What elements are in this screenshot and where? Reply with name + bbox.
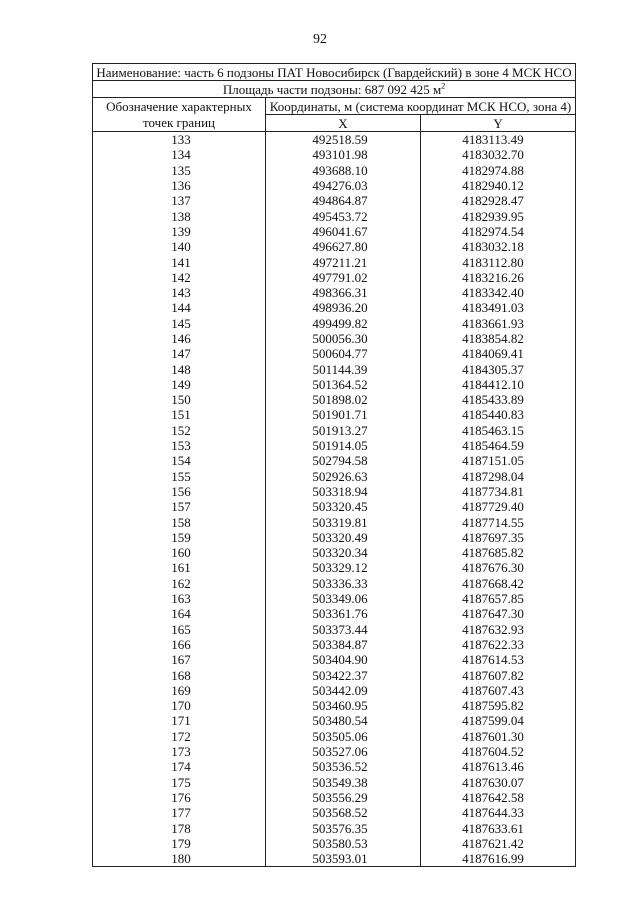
y-coordinate: 4187607.43 bbox=[421, 683, 576, 698]
point-number: 154 bbox=[93, 453, 266, 468]
table-row bbox=[93, 285, 576, 300]
table-row bbox=[93, 606, 576, 621]
col-point-header: Обозначение характерных точек границ bbox=[93, 98, 266, 132]
x-coordinate: 493101.98 bbox=[266, 147, 421, 162]
area-text: Площадь части подзоны: 687 092 425 м bbox=[222, 81, 442, 97]
table-row bbox=[93, 361, 576, 376]
area-label bbox=[93, 81, 576, 98]
point-number: 163 bbox=[93, 591, 266, 606]
y-coordinate: 4183112.80 bbox=[421, 254, 576, 269]
x-coordinate: 503384.87 bbox=[266, 637, 421, 652]
y-coordinate: 4187298.04 bbox=[421, 469, 576, 484]
y-coordinate: 4187616.99 bbox=[421, 851, 576, 867]
point-number: 142 bbox=[93, 270, 266, 285]
table-row bbox=[93, 576, 576, 591]
table-row bbox=[93, 774, 576, 789]
y-coordinate: 4183032.70 bbox=[421, 147, 576, 162]
x-coordinate: 501144.39 bbox=[266, 361, 421, 376]
x-coordinate: 503536.52 bbox=[266, 759, 421, 774]
x-coordinate: 503320.34 bbox=[266, 545, 421, 560]
y-coordinate: 4187630.07 bbox=[421, 774, 576, 789]
x-coordinate: 501914.05 bbox=[266, 438, 421, 453]
point-number: 139 bbox=[93, 224, 266, 239]
x-coordinate: 503556.29 bbox=[266, 790, 421, 805]
x-coordinate: 503373.44 bbox=[266, 622, 421, 637]
point-number: 155 bbox=[93, 469, 266, 484]
table-row bbox=[93, 545, 576, 560]
table-row bbox=[93, 683, 576, 698]
x-coordinate: 502926.63 bbox=[266, 469, 421, 484]
point-number: 172 bbox=[93, 729, 266, 744]
x-coordinate: 501901.71 bbox=[266, 407, 421, 422]
x-coordinate: 496041.67 bbox=[266, 224, 421, 239]
point-number: 149 bbox=[93, 377, 266, 392]
x-coordinate: 502794.58 bbox=[266, 453, 421, 468]
x-coordinate: 503361.76 bbox=[266, 606, 421, 621]
point-number: 148 bbox=[93, 361, 266, 376]
table-row bbox=[93, 300, 576, 315]
x-coordinate: 503349.06 bbox=[266, 591, 421, 606]
y-coordinate: 4183216.26 bbox=[421, 270, 576, 285]
point-number: 150 bbox=[93, 392, 266, 407]
table-row bbox=[93, 193, 576, 208]
table-row bbox=[93, 530, 576, 545]
point-number: 143 bbox=[93, 285, 266, 300]
point-number: 175 bbox=[93, 774, 266, 789]
point-number: 165 bbox=[93, 622, 266, 637]
table-row bbox=[93, 622, 576, 637]
table-row bbox=[93, 591, 576, 606]
x-coordinate: 503580.53 bbox=[266, 836, 421, 851]
x-coordinate: 492518.59 bbox=[266, 132, 421, 148]
y-coordinate: 4187714.55 bbox=[421, 514, 576, 529]
x-coordinate: 497791.02 bbox=[266, 270, 421, 285]
point-number: 157 bbox=[93, 499, 266, 514]
table-row bbox=[93, 316, 576, 331]
point-number: 140 bbox=[93, 239, 266, 254]
table-row bbox=[93, 377, 576, 392]
table-row bbox=[93, 132, 576, 148]
col-y-header: Y bbox=[421, 115, 576, 132]
y-coordinate: 4187632.93 bbox=[421, 622, 576, 637]
table-row bbox=[93, 407, 576, 422]
y-coordinate: 4187657.85 bbox=[421, 591, 576, 606]
point-number: 178 bbox=[93, 820, 266, 835]
area-unit-sup: 2 bbox=[441, 81, 446, 91]
point-number: 161 bbox=[93, 560, 266, 575]
y-coordinate: 4183854.82 bbox=[421, 331, 576, 346]
x-coordinate: 501364.52 bbox=[266, 377, 421, 392]
table-title: Наименование: часть 6 подзоны ПАТ Новосибирск (Гвардейский) в зоне 4 МСК НСО bbox=[93, 64, 576, 81]
y-coordinate: 4185440.83 bbox=[421, 407, 576, 422]
point-number: 153 bbox=[93, 438, 266, 453]
table-row bbox=[93, 423, 576, 438]
table-row bbox=[93, 331, 576, 346]
x-coordinate: 503527.06 bbox=[266, 744, 421, 759]
point-number: 167 bbox=[93, 652, 266, 667]
table-row bbox=[93, 652, 576, 667]
x-coordinate: 499499.82 bbox=[266, 316, 421, 331]
x-coordinate: 500056.30 bbox=[266, 331, 421, 346]
y-coordinate: 4182974.54 bbox=[421, 224, 576, 239]
y-coordinate: 4187601.30 bbox=[421, 729, 576, 744]
x-coordinate: 503336.33 bbox=[266, 576, 421, 591]
y-coordinate: 4183032.18 bbox=[421, 239, 576, 254]
x-coordinate: 494864.87 bbox=[266, 193, 421, 208]
x-coordinate: 498936.20 bbox=[266, 300, 421, 315]
point-number: 170 bbox=[93, 698, 266, 713]
point-number: 145 bbox=[93, 316, 266, 331]
x-coordinate: 503329.12 bbox=[266, 560, 421, 575]
point-number: 173 bbox=[93, 744, 266, 759]
y-coordinate: 4184412.10 bbox=[421, 377, 576, 392]
x-coordinate: 503593.01 bbox=[266, 851, 421, 867]
table-row bbox=[93, 637, 576, 652]
point-number: 158 bbox=[93, 514, 266, 529]
x-coordinate: 494276.03 bbox=[266, 178, 421, 193]
y-coordinate: 4187734.81 bbox=[421, 484, 576, 499]
y-coordinate: 4182974.88 bbox=[421, 163, 576, 178]
y-coordinate: 4183491.03 bbox=[421, 300, 576, 315]
y-coordinate: 4187599.04 bbox=[421, 713, 576, 728]
point-number: 136 bbox=[93, 178, 266, 193]
page-number: 92 bbox=[313, 32, 327, 47]
table-row bbox=[93, 163, 576, 178]
x-coordinate: 503505.06 bbox=[266, 729, 421, 744]
x-coordinate: 503318.94 bbox=[266, 484, 421, 499]
table-row bbox=[93, 499, 576, 514]
y-coordinate: 4185464.59 bbox=[421, 438, 576, 453]
table-row bbox=[93, 208, 576, 223]
y-coordinate: 4187644.33 bbox=[421, 805, 576, 820]
point-number: 166 bbox=[93, 637, 266, 652]
y-coordinate: 4187613.46 bbox=[421, 759, 576, 774]
y-coordinate: 4187697.35 bbox=[421, 530, 576, 545]
table-row bbox=[93, 469, 576, 484]
table-row bbox=[93, 713, 576, 728]
x-coordinate: 503568.52 bbox=[266, 805, 421, 820]
y-coordinate: 4187622.33 bbox=[421, 637, 576, 652]
y-coordinate: 4182940.12 bbox=[421, 178, 576, 193]
table-row bbox=[93, 453, 576, 468]
point-number: 164 bbox=[93, 606, 266, 621]
table-row bbox=[93, 698, 576, 713]
table-row bbox=[93, 346, 576, 361]
x-coordinate: 503422.37 bbox=[266, 667, 421, 682]
y-coordinate: 4183342.40 bbox=[421, 285, 576, 300]
point-number: 144 bbox=[93, 300, 266, 315]
y-coordinate: 4183661.93 bbox=[421, 316, 576, 331]
point-number: 156 bbox=[93, 484, 266, 499]
table-row bbox=[93, 560, 576, 575]
x-coordinate: 503460.95 bbox=[266, 698, 421, 713]
table-row bbox=[93, 744, 576, 759]
y-coordinate: 4187151.05 bbox=[421, 453, 576, 468]
table-row bbox=[93, 484, 576, 499]
table-row bbox=[93, 667, 576, 682]
y-coordinate: 4187685.82 bbox=[421, 545, 576, 560]
table-row bbox=[93, 836, 576, 851]
y-coordinate: 4185433.89 bbox=[421, 392, 576, 407]
table-row bbox=[93, 438, 576, 453]
x-coordinate: 501913.27 bbox=[266, 423, 421, 438]
y-coordinate: 4187604.52 bbox=[421, 744, 576, 759]
point-number: 162 bbox=[93, 576, 266, 591]
table-row bbox=[93, 805, 576, 820]
col-x-header: X bbox=[266, 115, 421, 132]
point-number: 152 bbox=[93, 423, 266, 438]
point-number: 135 bbox=[93, 163, 266, 178]
y-coordinate: 4187607.82 bbox=[421, 667, 576, 682]
col-coords-header: Координаты, м (система координат МСК НСО, зона 4) bbox=[266, 98, 576, 115]
y-coordinate: 4184305.37 bbox=[421, 361, 576, 376]
x-coordinate: 503404.90 bbox=[266, 652, 421, 667]
table-body bbox=[93, 132, 576, 867]
x-coordinate: 497211.21 bbox=[266, 254, 421, 269]
x-coordinate: 495453.72 bbox=[266, 208, 421, 223]
y-coordinate: 4183113.49 bbox=[421, 132, 576, 148]
y-coordinate: 4182939.95 bbox=[421, 208, 576, 223]
x-coordinate: 503320.45 bbox=[266, 499, 421, 514]
point-number: 171 bbox=[93, 713, 266, 728]
y-coordinate: 4187633.61 bbox=[421, 820, 576, 835]
point-number: 146 bbox=[93, 331, 266, 346]
y-coordinate: 4187647.30 bbox=[421, 606, 576, 621]
x-coordinate: 501898.02 bbox=[266, 392, 421, 407]
x-coordinate: 500604.77 bbox=[266, 346, 421, 361]
table-row bbox=[93, 224, 576, 239]
y-coordinate: 4187642.58 bbox=[421, 790, 576, 805]
point-number: 179 bbox=[93, 836, 266, 851]
table-row bbox=[93, 790, 576, 805]
y-coordinate: 4187668.42 bbox=[421, 576, 576, 591]
y-coordinate: 4187621.42 bbox=[421, 836, 576, 851]
point-number: 160 bbox=[93, 545, 266, 560]
table-row bbox=[93, 820, 576, 835]
table-row bbox=[93, 759, 576, 774]
y-coordinate: 4187614.53 bbox=[421, 652, 576, 667]
y-coordinate: 4185463.15 bbox=[421, 423, 576, 438]
y-coordinate: 4182928.47 bbox=[421, 193, 576, 208]
point-number: 159 bbox=[93, 530, 266, 545]
point-number: 177 bbox=[93, 805, 266, 820]
point-number: 176 bbox=[93, 790, 266, 805]
x-coordinate: 503549.38 bbox=[266, 774, 421, 789]
x-coordinate: 503442.09 bbox=[266, 683, 421, 698]
table-row bbox=[93, 254, 576, 269]
coordinates-table bbox=[92, 63, 576, 867]
point-number: 168 bbox=[93, 667, 266, 682]
table-row bbox=[93, 851, 576, 867]
point-number: 147 bbox=[93, 346, 266, 361]
y-coordinate: 4187676.30 bbox=[421, 560, 576, 575]
table-row bbox=[93, 514, 576, 529]
point-number: 174 bbox=[93, 759, 266, 774]
x-coordinate: 503320.49 bbox=[266, 530, 421, 545]
point-number: 151 bbox=[93, 407, 266, 422]
point-number: 138 bbox=[93, 208, 266, 223]
table-row bbox=[93, 147, 576, 162]
table-row bbox=[93, 178, 576, 193]
x-coordinate: 503319.81 bbox=[266, 514, 421, 529]
table-row bbox=[93, 270, 576, 285]
y-coordinate: 4187595.82 bbox=[421, 698, 576, 713]
table-header bbox=[93, 64, 576, 132]
point-number: 180 bbox=[93, 851, 266, 867]
table-row bbox=[93, 239, 576, 254]
y-coordinate: 4187729.40 bbox=[421, 499, 576, 514]
point-number: 169 bbox=[93, 683, 266, 698]
x-coordinate: 503480.54 bbox=[266, 713, 421, 728]
point-number: 141 bbox=[93, 254, 266, 269]
x-coordinate: 498366.31 bbox=[266, 285, 421, 300]
point-number: 137 bbox=[93, 193, 266, 208]
x-coordinate: 503576.35 bbox=[266, 820, 421, 835]
point-number: 133 bbox=[93, 132, 266, 148]
x-coordinate: 493688.10 bbox=[266, 163, 421, 178]
table-row bbox=[93, 729, 576, 744]
x-coordinate: 496627.80 bbox=[266, 239, 421, 254]
y-coordinate: 4184069.41 bbox=[421, 346, 576, 361]
table-row bbox=[93, 392, 576, 407]
point-number: 134 bbox=[93, 147, 266, 162]
